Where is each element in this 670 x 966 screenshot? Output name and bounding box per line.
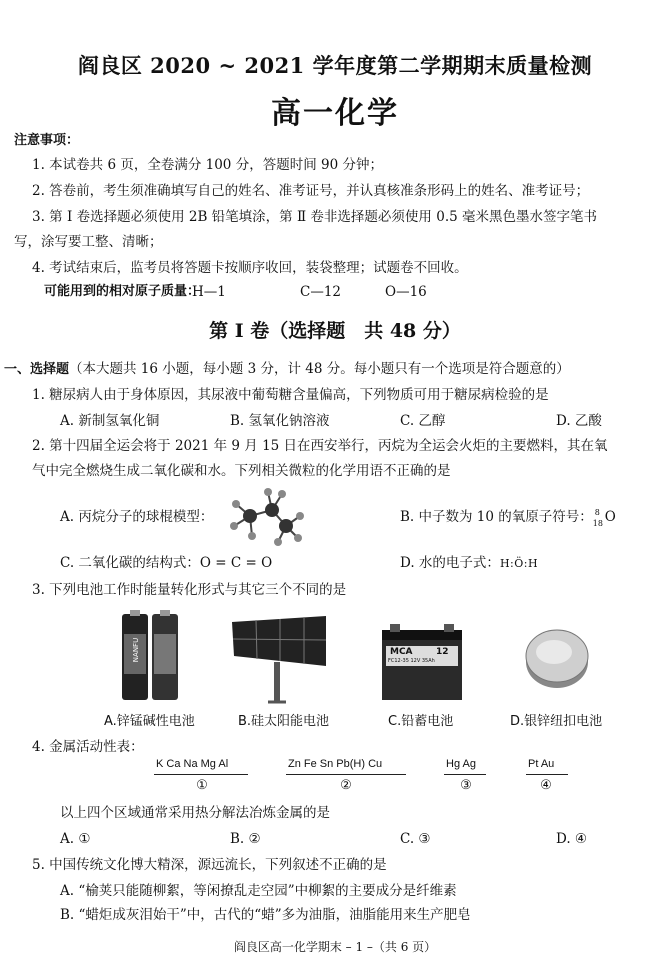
q2-option-d bbox=[400, 554, 538, 573]
part-desc: （本大题共 16 小题，每小题 3 分，计 48 分。每小题只有一个选项是符合题意的） bbox=[69, 361, 570, 377]
metal-group-2: Zn Fe Sn Pb(H) Cu bbox=[288, 758, 383, 770]
q2-stem-1: 2. 第十四届全运会将于 2021 年 9 月 15 日在西安举行，丙烷为全运会火炬的主要燃料，其在氧 bbox=[32, 438, 608, 454]
q4-option-d: D. ④ bbox=[556, 831, 588, 847]
q2-option-a: A. 丙烷分子的球棍模型： bbox=[60, 509, 214, 525]
atomic-mass-o: O—16 bbox=[385, 284, 427, 300]
note-item-3-cont: 写，涂写要工整、清晰； bbox=[14, 234, 163, 250]
page-footer: 阎良区高一化学期末 – 1 –（共 6 页） bbox=[233, 940, 437, 954]
metal-group-3: Hg Ag bbox=[446, 758, 476, 770]
isotope-symbol: O bbox=[604, 509, 616, 525]
metal-group-2-num: ② bbox=[340, 778, 352, 793]
subject-title: 高一化学 bbox=[271, 96, 399, 131]
q4-option-a: A. ① bbox=[60, 831, 91, 847]
exam-title: 阎良区 2020 ~ 2021 学年度第二学期期末质量检测 bbox=[77, 53, 593, 78]
metal-group-1-num: ① bbox=[196, 778, 208, 793]
lead-battery-badge: 12 bbox=[436, 647, 449, 657]
solar-panel-image bbox=[228, 612, 330, 704]
metal-group-4-num: ④ bbox=[540, 778, 552, 793]
q4-option-b: B. ② bbox=[230, 831, 261, 847]
metal-group-3-bracket bbox=[444, 774, 486, 775]
note-item-4: 4. 考试结束后，监考员将答题卡按顺序收回，装袋整理；试题卷不回收。 bbox=[32, 260, 468, 276]
q1-option-d: D. 乙酸 bbox=[556, 413, 602, 429]
q2-option-c: C. 二氧化碳的结构式：O = C = O bbox=[60, 555, 273, 571]
isotope-mass-number: 18 bbox=[592, 519, 603, 528]
note-item-1: 1. 本试卷共 6 页，全卷满分 100 分，答题时间 90 分钟； bbox=[32, 157, 383, 173]
metal-group-1-bracket bbox=[154, 774, 248, 775]
q1-option-b: B. 氢氧化钠溶液 bbox=[230, 413, 330, 429]
atomic-mass-h: H—1 bbox=[192, 284, 226, 300]
note-item-3: 3. 第 Ⅰ 卷选择题必须使用 2B 铅笔填涂，第 Ⅱ 卷非选择题必须使用 0.5 毫米黑色墨水签字笔书 bbox=[32, 209, 597, 225]
q2-stem-2: 气中完全燃烧生成二氧化碳和水。下列相关微粒的化学用语不正确的是 bbox=[32, 463, 451, 479]
q2-option-d-text: D. 水的电子式： bbox=[400, 555, 500, 571]
q1-option-c: C. 乙醇 bbox=[400, 413, 446, 429]
atomic-mass-label: 可能用到的相对原子质量： bbox=[44, 284, 201, 299]
propane-ball-stick-model bbox=[222, 486, 306, 548]
note-item-2: 2. 答卷前，考生须准确填写自己的姓名、准考证号，并认真核准条形码上的姓名、准考证号； bbox=[32, 183, 590, 199]
q5-option-b: B. “蜡炬成灰泪始干”中，古代的“蜡”多为油脂，油脂能用来生产肥皂 bbox=[60, 907, 471, 923]
q5-stem: 5. 中国传统文化博大精深，源远流长，下列叙述不正确的是 bbox=[32, 857, 387, 873]
q4-question: 以上四个区域通常采用热分解法冶炼金属的是 bbox=[60, 805, 330, 821]
part-label: 一、选择题 bbox=[4, 362, 70, 377]
button-cell-image bbox=[524, 624, 590, 690]
q1-option-a: A. 新制氢氧化铜 bbox=[60, 413, 160, 429]
part-heading bbox=[4, 360, 570, 379]
water-electron-formula: H:Ö:H bbox=[499, 557, 539, 570]
q5-option-a: A. “榆荚只能随柳絮，等闲撩乱走空园”中柳絮的主要成分是纤维素 bbox=[60, 883, 457, 899]
isotope-atomic-number: 8 bbox=[594, 508, 600, 517]
q3-caption-b: B.硅太阳能电池 bbox=[238, 714, 330, 729]
q2-option-b-text: B. 中子数为 10 的氧原子符号： bbox=[400, 509, 593, 525]
battery-brand-label: NANFU bbox=[132, 637, 141, 663]
lead-battery-model: FC12-35 12V 35Ah bbox=[388, 658, 435, 664]
lead-battery-brand: MCA bbox=[390, 647, 413, 657]
q1-stem: 1. 糖尿病人由于身体原因，其尿液中葡萄糖含量偏高，下列物质可用于糖尿病检验的是 bbox=[32, 387, 549, 403]
metal-group-1: K Ca Na Mg Al bbox=[156, 758, 229, 770]
notes-heading: 注意事项： bbox=[14, 133, 80, 148]
q3-caption-c: C.铅蓄电池 bbox=[388, 714, 454, 729]
metal-group-4: Pt Au bbox=[528, 758, 555, 770]
q2-option-b bbox=[400, 508, 616, 526]
alkaline-battery-image bbox=[118, 610, 184, 702]
metal-group-3-num: ③ bbox=[460, 778, 472, 793]
q3-stem: 3. 下列电池工作时能量转化形式与其它三个不同的是 bbox=[32, 582, 347, 598]
q3-caption-a: A.锌锰碱性电池 bbox=[104, 714, 195, 729]
metal-group-4-bracket bbox=[526, 774, 568, 775]
q4-option-c: C. ③ bbox=[400, 831, 431, 847]
q4-stem: 4. 金属活动性表： bbox=[32, 739, 144, 755]
section-title: 第 Ⅰ 卷（选择题 共 48 分） bbox=[209, 320, 461, 342]
atomic-mass-c: C—12 bbox=[300, 284, 342, 300]
metal-group-2-bracket bbox=[286, 774, 406, 775]
q3-caption-d: D.银锌纽扣电池 bbox=[510, 714, 603, 729]
lead-acid-battery-image bbox=[380, 622, 464, 702]
